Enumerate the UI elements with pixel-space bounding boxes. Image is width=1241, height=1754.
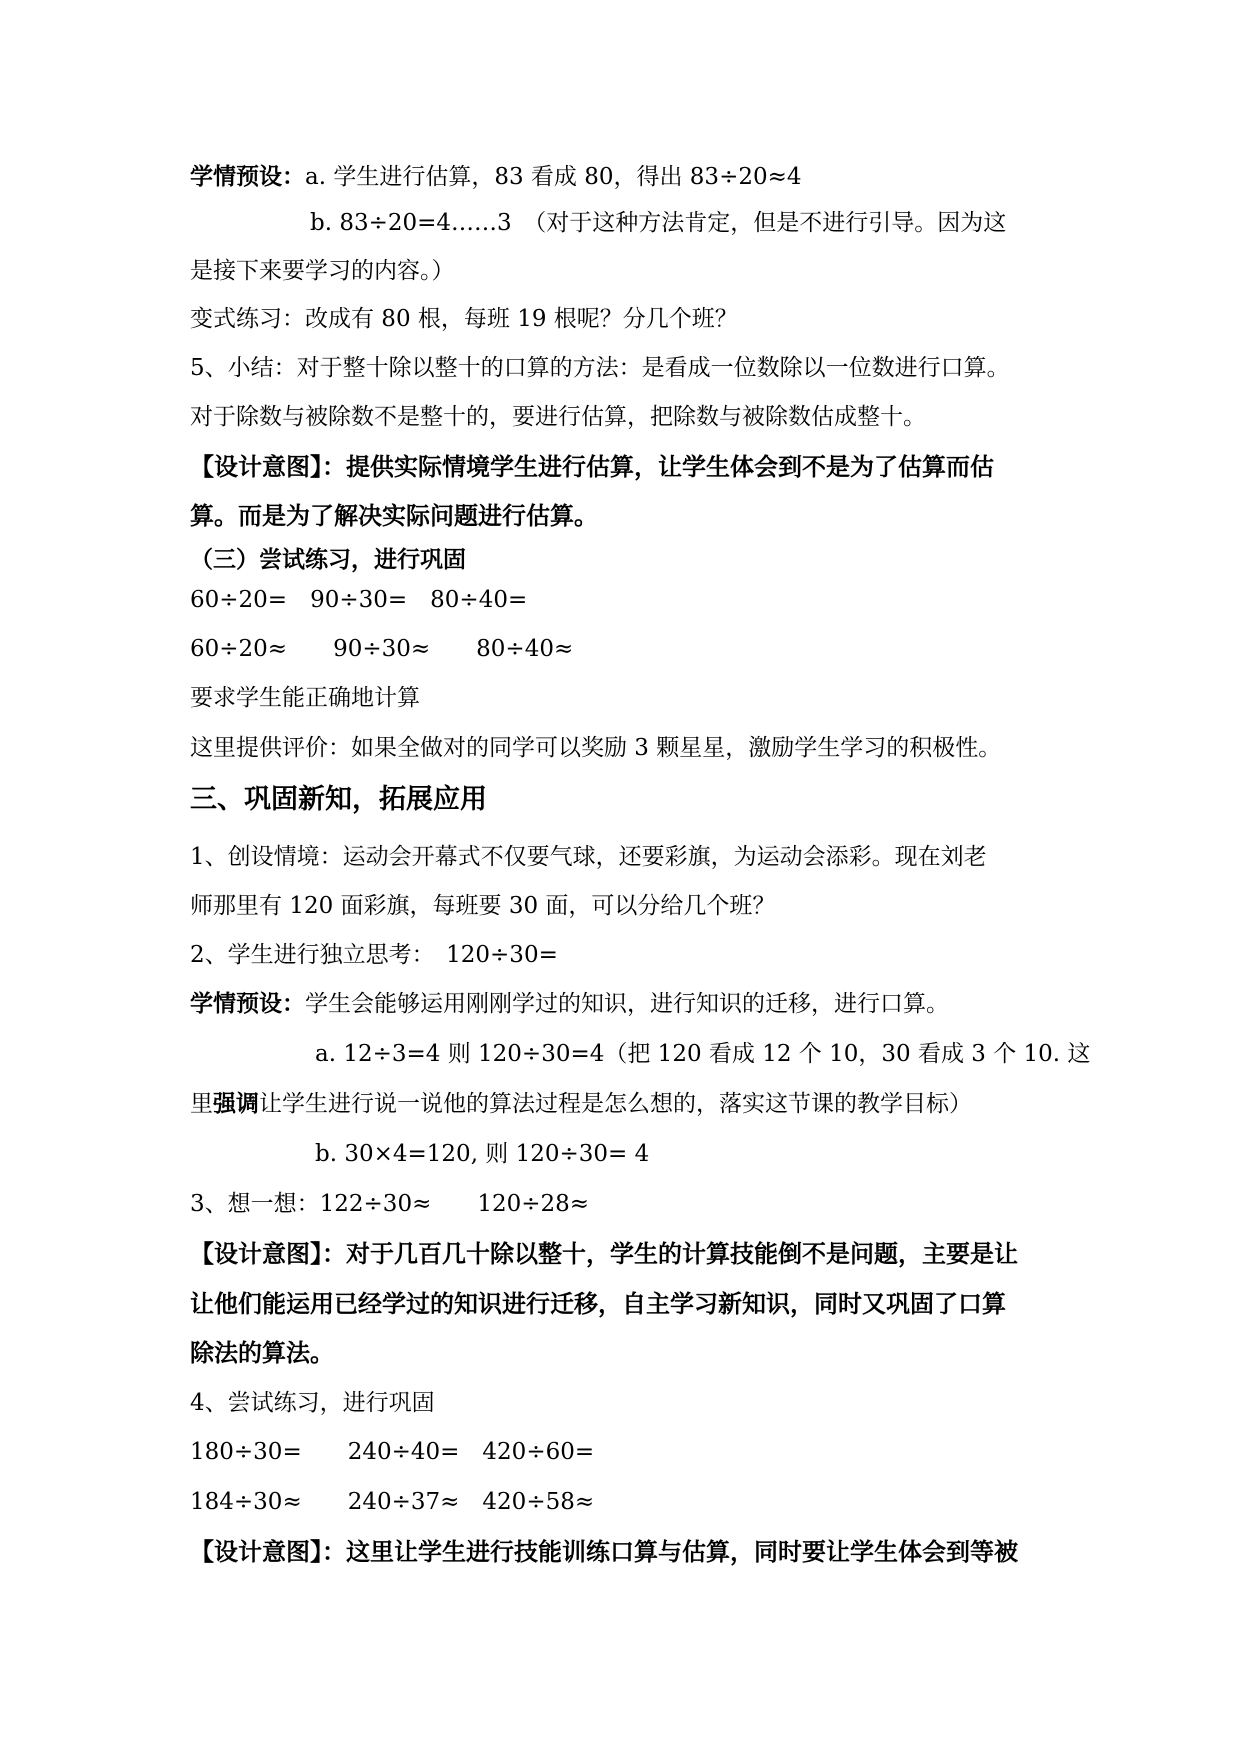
section-heading: （三）尝试练习，进行巩固 [190, 546, 466, 573]
emphasis: 强调 [213, 1090, 259, 1117]
paragraph: 3、想一想：122÷30≈ 120÷28≈ [190, 1191, 590, 1217]
paragraph: b. 83÷20=4……3 （对于这种方法肯定，但是不进行引导。因为这 [310, 210, 1007, 236]
paragraph [190, 989, 949, 1019]
design-intent-cont: 让他们能运用已经学过的知识进行迁移，自主学习新知识，同时又巩固了口算 [190, 1289, 1006, 1318]
paragraph: 2、学生进行独立思考： 120÷30= [190, 942, 558, 968]
text: 学生会能够运用刚刚学过的知识，进行知识的迁移，进行口算。 [305, 991, 949, 1017]
exercise-row: 184÷30≈ 240÷37≈ 420÷58≈ [190, 1489, 595, 1515]
label-learning-preset: 学情预设： [190, 163, 305, 190]
paragraph: a. 12÷3=4 则 120÷30=4（把 120 看成 12 个 10，30 看成 3 个 10. 这 [315, 1041, 1091, 1067]
paragraph: b. 30×4=120, 则 120÷30= 4 [315, 1141, 650, 1167]
exercise-row: 60÷20≈ 90÷30≈ 80÷40≈ [190, 636, 574, 662]
paragraph: 4、尝试练习，进行巩固 [190, 1390, 435, 1416]
text: 里 [190, 1091, 213, 1117]
text: a. 学生进行估算，83 看成 80，得出 83÷20≈4 [305, 164, 802, 190]
design-intent: 【设计意图】：这里让学生进行技能训练口算与估算，同时要让学生体会到等被 [190, 1537, 1018, 1566]
exercise-row: 180÷30= 240÷40= 420÷60= [190, 1439, 595, 1465]
paragraph [190, 1089, 972, 1119]
paragraph: 师那里有 120 面彩旗，每班要 30 面，可以分给几个班？ [190, 893, 776, 919]
design-intent-cont: 算。而是为了解决实际问题进行估算。 [190, 501, 598, 530]
paragraph: 变式练习：改成有 80 根，每班 19 根呢？分几个班？ [190, 306, 738, 332]
design-intent: 【设计意图】：提供实际情境学生进行估算，让学生体会到不是为了估算而估 [190, 452, 994, 481]
design-intent: 【设计意图】：对于几百几十除以整十，学生的计算技能倒不是问题，主要是让 [190, 1239, 1018, 1268]
paragraph: 1、创设情境：运动会开幕式不仅要气球，还要彩旗，为运动会添彩。现在刘老 [190, 844, 987, 870]
paragraph: 对于除数与被除数不是整十的，要进行估算，把除数与被除数估成整十。 [190, 404, 926, 430]
label-learning-preset: 学情预设： [190, 990, 305, 1017]
paragraph: 是接下来要学习的内容。） [190, 258, 455, 284]
chapter-heading: 三、巩固新知，拓展应用 [190, 784, 487, 815]
text: 让学生进行说一说他的算法过程是怎么想的，落实这节课的教学目标） [259, 1091, 972, 1117]
exercise-row: 60÷20= 90÷30= 80÷40= [190, 587, 528, 613]
paragraph: 要求学生能正确地计算 [190, 685, 420, 711]
paragraph: 5、小结：对于整十除以整十的口算的方法：是看成一位数除以一位数进行口算。 [190, 355, 1010, 381]
design-intent-cont: 除法的算法。 [190, 1338, 334, 1367]
paragraph: 这里提供评价：如果全做对的同学可以奖励 3 颗星星，激励学生学习的积极性。 [190, 735, 1002, 761]
paragraph [190, 162, 802, 192]
